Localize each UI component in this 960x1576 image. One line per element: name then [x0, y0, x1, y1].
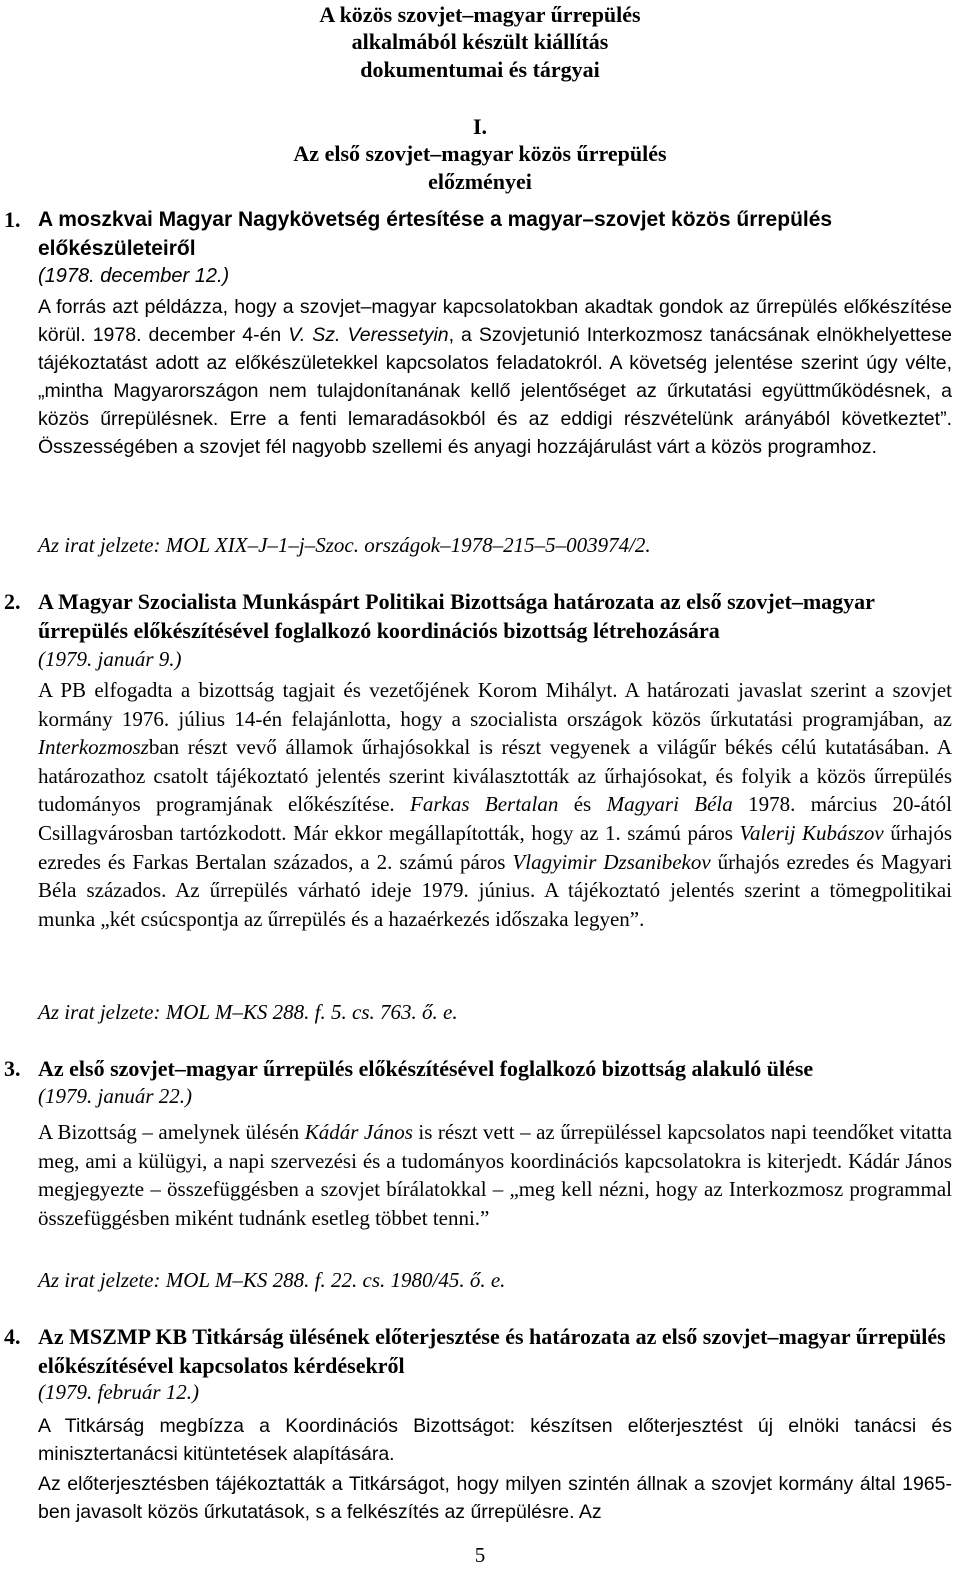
document-title-line-2: alkalmából készült kiállítás — [351, 29, 609, 54]
item-date: (1979. január 9.) — [38, 647, 182, 671]
archive-reference: Az irat jelzete: MOL M–KS 288. f. 22. cs. 1980/45. ő. e. — [38, 1268, 506, 1292]
archive-reference: Az irat jelzete: MOL XIX–J–1–j–Szoc. országok–1978–215–5–003974/2. — [38, 533, 651, 557]
section-numeral: I. — [472, 114, 488, 139]
section-heading-line-2: előzményei — [428, 169, 532, 194]
section-heading-line-1: Az első szovjet–magyar közös űrrepülés — [293, 141, 667, 166]
page-number: 5 — [474, 1543, 486, 1567]
item-title: A moszkvai Magyar Nagykövetség értesítése a magyar–szovjet közös űrrepülés előkészületeiről — [38, 208, 833, 260]
item-body: A PB elfogadta a bizottság tagjait és vezetőjének Korom Mihályt. A határozati javaslat szerint a szovjet kormány 1976. július 14-én felajánlotta, hogy a szocialista országok közös űrkutatási programjában, az Interkozmoszban részt vevő államok űrhajósokkal is részt vegyenek a világűr békés célú kutatásában. A határozathoz csatolt tájékoztató jelentés szerint kiválasztották az űrhajósokat, és folyik a közös űrrepülés tudományos programjának előkészítése. Farkas Bertalan és Magyari Béla 1978. március 20-ától Csillagvárosban tartózkodott. Már ekkor megállapították, hogy az 1. számú páros Valerij Kubászov űrhajós ezredes és Farkas Bertalan százados, a 2. számú páros Vlagyimir Dzsanibekov űrhajós ezredes és Magyari Béla százados. Az űrrepülés várható ideje 1979. június. A tájékoztató jelentés szerint a tömegpolitikai munka „két csúcspontja az űrrepülés és a hazaérkezés időszaka legyen”. — [38, 678, 953, 931]
document-title-line-1: A közös szovjet–magyar űrrepülés — [319, 2, 641, 27]
item-body: A Titkárság megbízza a Koordinációs Bizottságot: készítsen előterjesztést új elnöki tanácsi és minisztertanácsi kitüntetések alapítására. — [38, 1415, 952, 1465]
item-number: 2. — [4, 589, 21, 614]
item-number: 1. — [4, 207, 21, 232]
item-body: A Bizottság – amelynek ülésén Kádár János is részt vett – az űrrepüléssel kapcsolatos napi teendőket vitatta meg, ami a külügyi, a napi szervezési és a tudományos koordinációs kapcsolatokra is kiterjedt. Kádár János megjegyezte – összefüggésben a szovjet bírálatokkal – „meg kell nézni, hogy az Interkozmosz programmal összefüggésben miként tudnánk esetleg többet tenni.” — [38, 1120, 952, 1230]
item-date: (1978. december 12.) — [38, 265, 230, 287]
item-number: 3. — [4, 1056, 21, 1081]
person-name: V. Sz. Veressetyin — [288, 324, 449, 346]
item-body: A forrás azt példázza, hogy a szovjet–magyar kapcsolatokban akadtak gondok az űrrepülés előkészítése körül. 1978. december 4-én V. Sz. Veressetyin, a Szovjetunió Interkozmosz tanácsának elnökhelyettese tájékoztatást adott az előkészületekkel kapcsolatos feladatokról. A követség jelentése szerint úgy vélte, „mintha Magyarországon nem tulajdonítanának kellő jelentőséget az űrkutatási együttműködésnek, a közös űrrepülésnek. Erre a fenti lemaradásokból és az eddigi részvételünk arányából következtet”. Összességében a szovjet fél nagyobb szellemi és anyagi hozzájárulást várt a közös programhoz. — [38, 296, 952, 458]
archive-reference: Az irat jelzete: MOL M–KS 288. f. 5. cs. 763. ő. e. — [38, 1000, 458, 1024]
item-date: (1979. február 12.) — [38, 1380, 199, 1404]
document-title-line-3: dokumentumai és tárgyai — [360, 57, 600, 82]
item-title: A Magyar Szocialista Munkáspárt Politikai Bizottsága határozata az első szovjet–magyar űrrepülés előkészítésével foglalkozó koordinációs bizottság létrehozására — [38, 589, 875, 643]
item-title: Az első szovjet–magyar űrrepülés előkészítésével foglalkozó bizottság alakuló ülése — [38, 1056, 814, 1081]
item-number: 4. — [4, 1324, 21, 1349]
item-date: (1979. január 22.) — [38, 1084, 192, 1108]
item-body-continued: Az előterjesztésben tájékoztatták a Titkárságot, hogy milyen szintén állnak a szovjet kormány által 1965-ben javasolt közös űrkutatások, s a felkészítés az űrrepülésre. Az — [38, 1473, 952, 1523]
item-title: Az MSZMP KB Titkárság ülésének előterjesztése és határozata az első szovjet–magyar űrrepülés előkészítésével kapcsolatos kérdésekről — [38, 1324, 946, 1378]
